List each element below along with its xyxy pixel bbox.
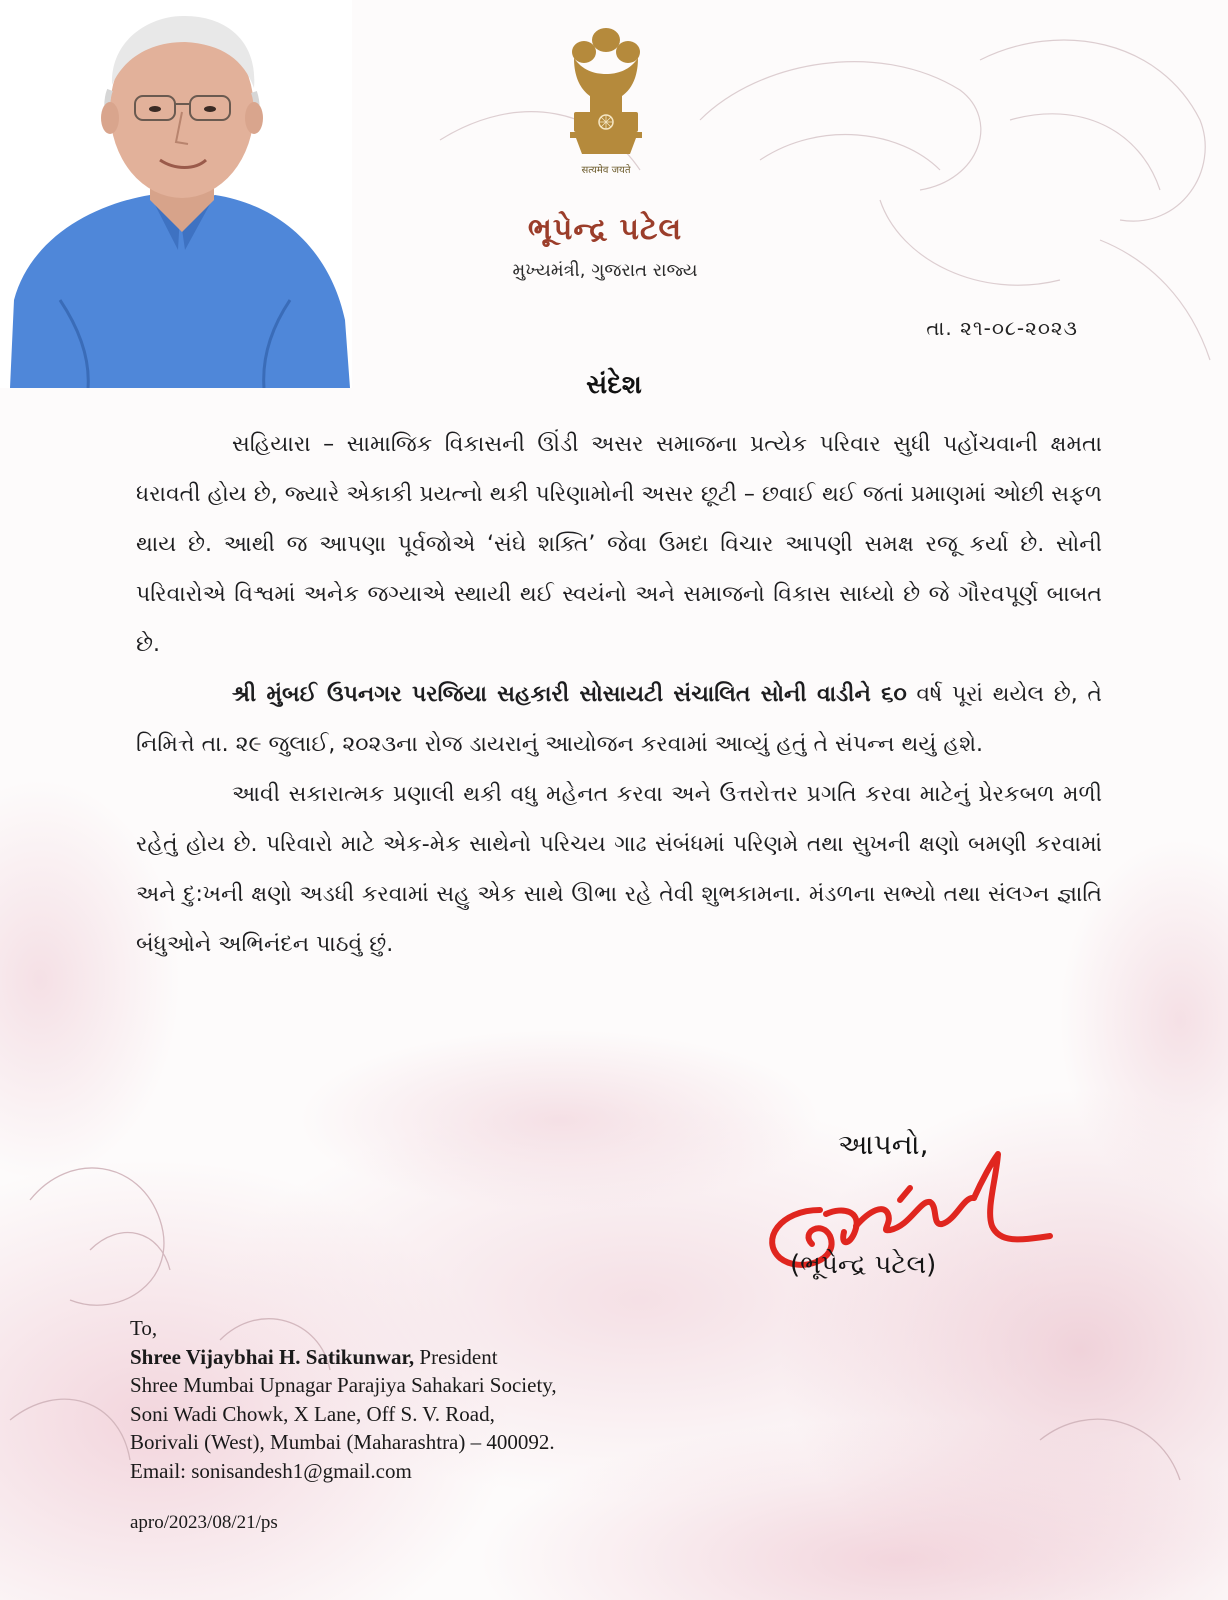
portrait-photo <box>0 0 352 388</box>
paragraph-1: સહિયારા – સામાજિક વિકાસની ઊંડી અસર સમાજના પ્રત્યેક પરિવાર સુધી પહોંચવાની ક્ષમતા ધરાવતી હોય છે, જ્યારે એકાકી પ્રયત્નો થકી પરિણામોની અસર છૂટી – છવાઈ થઈ જતાં પ્રમાણમાં ઓછી સફળ થાય છે. આથી જ આપણા પૂર્વજોએ ‘સંઘે શક્તિ’ જેવા ઉમદા વિચાર આપણી સમક્ષ રજૂ કર્યા છે. સોની પરિવારોએ વિશ્વમાં અનેક જગ્યાએ સ્થાયી થઈ સ્વયંનો અને સમાજનો વિકાસ સાધ્યો છે જે ગૌરવપૂર્ણ બાબત છે. <box>136 432 1102 657</box>
closing-salutation: આપનો, <box>838 1128 929 1161</box>
address-to: To, <box>130 1316 158 1340</box>
signer-name: (ભૂપેન્દ્ર પટેલ) <box>790 1250 937 1280</box>
recipient-address <box>130 1314 750 1485</box>
address-line-1: Shree Mumbai Upnagar Parajiya Sahakari Society, <box>130 1373 557 1397</box>
recipient-name: Shree Vijaybhai H. Satikunwar, <box>130 1344 415 1369</box>
sender-name: ભૂપેન્દ્ર પટેલ <box>527 212 683 247</box>
address-line-2: Soni Wadi Chowk, X Lane, Off S. V. Road, <box>130 1401 495 1426</box>
address-line-3: Borivali (West), Mumbai (Maharashtra) – 400092. <box>130 1430 555 1454</box>
paragraph-3: આવી સકારાત્મક પ્રણાલી થકી વધુ મહેનત કરવા અને ઉત્તરોત્તર પ્રગતિ કરવા માટેનું પ્રેરકબળ મળી રહેતું હોય છે. પરિવારો માટે એક-મેક સાથેનો પરિચય ગાઢ સંબંધમાં પરિણમે તથા સુખની ક્ષણો બમણી કરવામાં અને દુ:ખની ક્ષણો અડધી કરવામાં સહુ એક સાથે ઊભા રહે તેવી શુભકામના. મંડળના સભ્યો તથા સંલગ્ન જ્ઞાતિ બંધુઓને અભિનંદન પાઠવું છું. <box>136 782 1102 957</box>
national-emblem <box>560 18 652 178</box>
letter-date: તા. ૨૧-૦૮-૨૦૨૩ <box>926 316 1078 340</box>
letter-body <box>136 420 1102 970</box>
paragraph-2 <box>136 670 1102 770</box>
address-recipient <box>130 1343 750 1372</box>
paragraph-2-rest: વર્ષ પૂરાં થયેલ છે, તે નિમિત્તે તા. ૨૯ જુલાઈ, ૨૦૨૩ના રોજ ડાયરાનું આયોજન કરવામાં આવ્યું હતું તે સંપન્ન થયું હશે. <box>136 682 1102 757</box>
letter-heading: સંદેશ <box>586 370 642 400</box>
sender-designation: મુખ્યમંત્રી, ગુજરાત રાજ્ય <box>512 260 698 281</box>
recipient-title: President <box>414 1344 498 1369</box>
reference-number: apro/2023/08/21/ps <box>130 1512 278 1533</box>
paragraph-2-bold: શ્રી મુંબઈ ઉપનગર પરજિયા સહકારી સોસાયટી સંચાલિત સોની વાડીને ૬૦ <box>232 682 907 707</box>
address-email: Email: sonisandesh1@gmail.com <box>130 1458 412 1483</box>
emblem-motto: सत्यमेव जयते <box>581 165 631 176</box>
